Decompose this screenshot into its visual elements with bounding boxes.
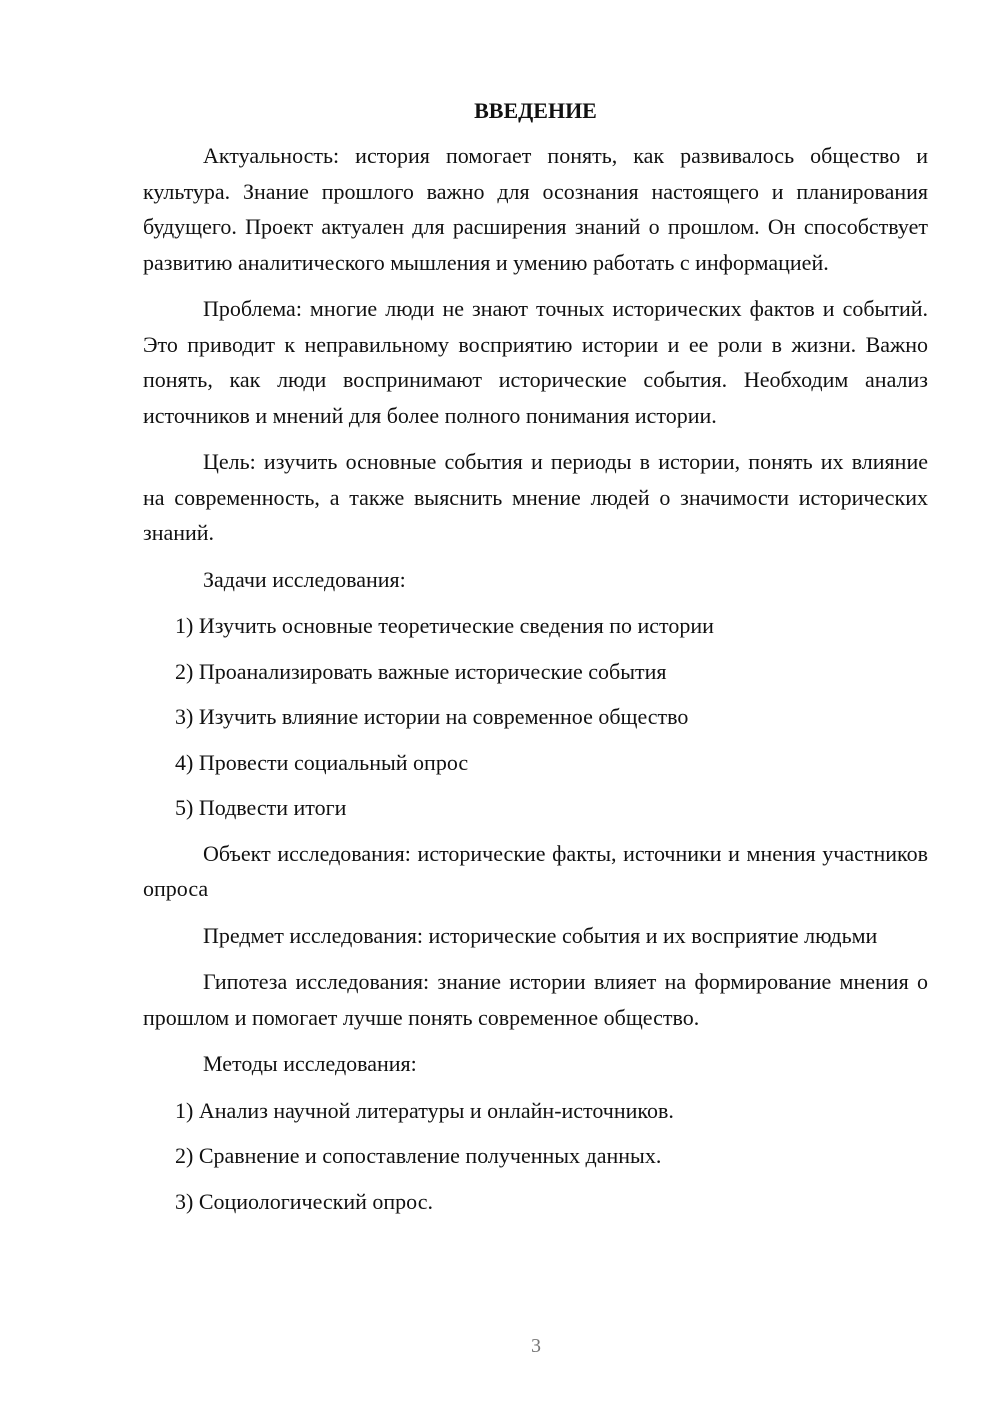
hypothesis-paragraph: Гипотеза исследования: знание истории влияет на формирование мнения о прошлом и помогает лучше понять современное общество.: [143, 969, 928, 1030]
list-item: 1) Анализ научной литературы и онлайн-источников.: [175, 1097, 674, 1123]
methods-list: [143, 1093, 928, 1220]
tasks-heading: Задачи исследования:: [203, 566, 406, 592]
list-item: 1) Изучить основные теоретические сведения по истории: [175, 613, 714, 638]
page-number: 3: [531, 1335, 541, 1357]
page-content: [143, 96, 928, 1229]
section-title: ВВЕДЕНИЕ: [474, 98, 597, 123]
relevance-paragraph: Актуальность: история помогает понять, как развивалось общество и культура. Знание прошлого важно для осознания настоящего и планирования будущего. Проект актуален для расширения знаний о прошлом. Он способствует развитию аналитического мышления и умению работать с информацией.: [143, 143, 928, 275]
list-item: 2) Проанализировать важные исторические события: [175, 658, 667, 684]
list-item: 3) Изучить влияние истории на современное общество: [175, 704, 689, 729]
subject-paragraph: Предмет исследования: исторические события и их восприятие людьми: [203, 922, 878, 948]
problem-paragraph: Проблема: многие люди не знают точных исторических фактов и событий. Это приводит к неправильному восприятию истории и ее роли в жизни. Важно понять, как люди воспринимают исторические события. Необходим анализ источников и мнений для более полного понимания истории.: [143, 296, 928, 428]
tasks-list: [143, 608, 928, 826]
methods-heading: Методы исследования:: [203, 1051, 417, 1076]
list-item: 2) Сравнение и сопоставление полученных данных.: [175, 1143, 662, 1168]
list-item: 3) Социологический опрос.: [175, 1188, 433, 1214]
goal-paragraph: Цель: изучить основные события и периоды в истории, понять их влияние на современность, а также выяснить мнение людей о значимости исторических знаний.: [143, 449, 928, 545]
list-item: 4) Провести социальный опрос: [175, 749, 469, 775]
list-item: 5) Подвести итоги: [175, 795, 347, 820]
object-paragraph: Объект исследования: исторические факты, источники и мнения участников опроса: [143, 840, 928, 901]
